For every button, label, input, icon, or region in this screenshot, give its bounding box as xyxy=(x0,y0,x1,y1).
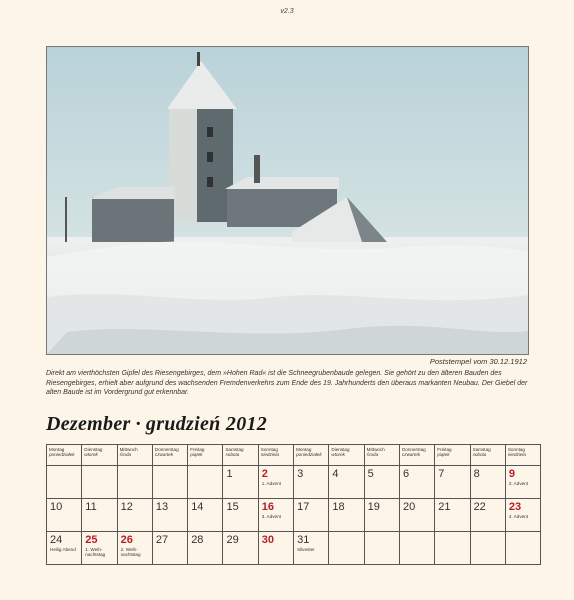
day-note xyxy=(294,480,328,481)
weekday-name-de: Freitag xyxy=(437,447,452,452)
weekday-name-de: Montag xyxy=(296,447,312,452)
day-note xyxy=(435,513,469,514)
day-note xyxy=(435,480,469,481)
weekday-header-row xyxy=(47,445,541,466)
title-separator: · xyxy=(135,413,141,435)
historic-photo-schneegrubenbaude xyxy=(46,46,529,355)
weekday-header-cell xyxy=(117,445,152,466)
day-note: 1. Weih-nachtstag xyxy=(85,547,106,558)
day-number: 11 xyxy=(85,501,97,513)
day-cell xyxy=(435,499,470,532)
weekday-name-de: Donnerstag xyxy=(401,447,426,452)
month-title xyxy=(46,413,267,436)
weekday-name-de: Dienstag xyxy=(331,447,350,452)
day-cell xyxy=(188,499,223,532)
weekday-name-pl: wtorek xyxy=(84,452,98,458)
weekday-name-pl: piątek xyxy=(437,452,450,458)
weekday-name-de: Samstag xyxy=(225,447,244,452)
day-note xyxy=(47,513,81,514)
day-note: Silvester xyxy=(297,547,315,552)
weekday-name-pl: środa xyxy=(119,452,132,458)
weekday-name-pl: sobota xyxy=(472,452,487,458)
day-note xyxy=(153,513,187,514)
day-number: 19 xyxy=(367,501,380,513)
day-cell xyxy=(258,499,293,532)
weekday-name-de: Sonntag xyxy=(507,447,525,452)
day-note xyxy=(329,513,363,514)
day-cell xyxy=(329,532,364,565)
calendar-grid xyxy=(46,444,541,565)
day-note xyxy=(153,546,187,547)
day-note: 1. Advent xyxy=(261,481,281,486)
day-cell xyxy=(294,532,329,565)
weekday-name-de: Freitag xyxy=(190,447,205,452)
day-cell xyxy=(470,532,505,565)
day-cell xyxy=(47,532,82,565)
day-note: 2. Weih-nachtstag xyxy=(120,547,141,558)
day-cell xyxy=(223,532,258,565)
page-number: v2.3 xyxy=(280,8,294,15)
day-number: 21 xyxy=(438,501,451,513)
day-note: 3. Advent xyxy=(261,514,281,519)
day-number: 3 xyxy=(297,468,304,480)
day-note xyxy=(400,534,434,535)
day-cell xyxy=(152,466,187,499)
day-cell xyxy=(117,532,152,565)
day-note xyxy=(82,468,116,469)
day-cell xyxy=(82,532,117,565)
day-number: 18 xyxy=(332,501,345,513)
photo-illustration xyxy=(47,47,528,354)
holiday-day-number: 23 xyxy=(508,501,522,513)
weekday-header-cell xyxy=(470,445,505,466)
day-cell xyxy=(329,466,364,499)
day-cell xyxy=(82,499,117,532)
weekday-header-cell xyxy=(47,445,82,466)
day-number: 17 xyxy=(297,501,310,513)
day-cell xyxy=(223,499,258,532)
day-cell xyxy=(258,532,293,565)
weekday-name-pl: środa xyxy=(366,452,379,458)
weekday-header-cell xyxy=(223,445,258,466)
month-name-de: Dezember xyxy=(46,413,131,435)
day-cell xyxy=(435,532,470,565)
day-note: 2. Advent xyxy=(508,481,529,486)
day-note xyxy=(47,468,81,469)
weekday-name-pl: sobota xyxy=(225,452,240,458)
day-cell xyxy=(294,499,329,532)
day-note xyxy=(259,546,293,547)
day-note xyxy=(471,480,505,481)
day-cell xyxy=(188,466,223,499)
day-note xyxy=(435,534,469,535)
day-note xyxy=(365,513,399,514)
holiday-day-number: 16 xyxy=(261,501,275,513)
weekday-header-cell xyxy=(329,445,364,466)
day-note xyxy=(506,534,540,535)
day-number: 5 xyxy=(367,468,374,480)
day-number: 24 xyxy=(50,534,63,546)
weekday-header-cell xyxy=(294,445,329,466)
weekday-name-pl: wtorek xyxy=(331,452,345,458)
day-number: 27 xyxy=(155,534,169,546)
day-cell xyxy=(47,499,82,532)
day-note xyxy=(118,468,152,469)
day-note xyxy=(329,480,363,481)
day-cell xyxy=(152,532,187,565)
day-cell xyxy=(399,466,434,499)
day-note xyxy=(400,513,434,514)
month-name-pl: grudzień xyxy=(145,413,221,435)
holiday-day-number: 30 xyxy=(261,534,275,546)
weekday-name-de: Sonntag xyxy=(260,447,278,452)
day-note xyxy=(329,534,363,535)
weekday-name-de: Mittwoch xyxy=(366,447,385,452)
weekday-header-cell xyxy=(399,445,434,466)
day-cell xyxy=(470,499,505,532)
holiday-day-number: 9 xyxy=(508,468,515,480)
day-number: 7 xyxy=(438,468,445,480)
day-number: 31 xyxy=(297,534,310,546)
weekday-name-de: Dienstag xyxy=(84,447,103,452)
day-cell xyxy=(329,499,364,532)
day-number: 29 xyxy=(226,534,239,546)
weekday-header-cell xyxy=(258,445,293,466)
day-note xyxy=(365,534,399,535)
day-number: 8 xyxy=(473,468,480,480)
weekday-header-cell xyxy=(505,445,540,466)
day-cell xyxy=(364,532,399,565)
year: 2012 xyxy=(225,413,268,435)
day-cell xyxy=(117,499,152,532)
day-note: 4. Advent xyxy=(508,514,529,519)
weekday-name-pl: czwartek xyxy=(401,452,421,458)
day-note xyxy=(223,546,257,547)
day-number: 22 xyxy=(473,501,486,513)
weekday-header-cell xyxy=(364,445,399,466)
day-number: 6 xyxy=(402,468,410,480)
day-number: 13 xyxy=(155,501,169,513)
weekday-name-de: Montag xyxy=(49,447,65,452)
day-number: 28 xyxy=(191,534,204,546)
day-number: 1 xyxy=(226,468,233,480)
weekday-header-cell xyxy=(188,445,223,466)
week-row xyxy=(47,532,541,565)
day-note xyxy=(153,468,187,469)
weekday-name-pl: czwartek xyxy=(154,452,174,458)
day-note xyxy=(118,513,152,514)
day-cell xyxy=(399,532,434,565)
holiday-day-number: 26 xyxy=(120,534,133,546)
day-cell xyxy=(505,499,540,532)
day-note xyxy=(223,513,257,514)
weekday-name-pl: niedziela xyxy=(260,452,279,458)
week-row xyxy=(47,499,541,532)
day-cell xyxy=(294,466,329,499)
day-number: 20 xyxy=(402,501,416,513)
weekday-name-pl: poniedziałek xyxy=(296,452,322,458)
day-cell xyxy=(47,466,82,499)
day-number: 12 xyxy=(120,501,133,513)
day-number: 10 xyxy=(50,501,63,513)
day-note xyxy=(223,480,257,481)
day-number: 4 xyxy=(332,468,339,480)
day-cell xyxy=(470,466,505,499)
day-cell xyxy=(82,466,117,499)
day-cell xyxy=(364,499,399,532)
day-cell xyxy=(435,466,470,499)
day-note xyxy=(471,534,505,535)
weekday-header-cell xyxy=(435,445,470,466)
weekday-name-pl: niedziela xyxy=(507,452,526,458)
day-number: 15 xyxy=(226,501,239,513)
day-cell xyxy=(505,532,540,565)
day-cell xyxy=(223,466,258,499)
weekday-header-cell xyxy=(152,445,187,466)
day-note xyxy=(294,513,328,514)
weekday-header-cell xyxy=(82,445,117,466)
week-row xyxy=(47,466,541,499)
day-cell xyxy=(188,532,223,565)
day-cell xyxy=(399,499,434,532)
day-cell xyxy=(364,466,399,499)
photo-postmark-caption: Poststempel vom 30.12.1912 xyxy=(429,357,527,366)
day-cell xyxy=(117,466,152,499)
day-note xyxy=(188,468,222,469)
day-note xyxy=(365,480,399,481)
weekday-name-de: Samstag xyxy=(472,447,491,452)
day-note: Heilig Abend xyxy=(50,547,76,552)
day-cell xyxy=(152,499,187,532)
day-cell xyxy=(505,466,540,499)
holiday-day-number: 25 xyxy=(85,534,98,546)
day-cell xyxy=(258,466,293,499)
day-note xyxy=(188,546,222,547)
photo-description: Direkt am vierthöchsten Gipfel des Riesengebirges, dem »Hohen Rad« ist die Schneegrubenbaude gelegen. Sie gehört zu den älteren Bauden des Riesengebirges, erhielt aber aufgrund des wachsenden Fremdenverkehrs zum Ende des 19. Jahrhunderts den überaus markanten Neubau. Der Giebel der alten Baude ist im Vordergrund gut erkennbar. xyxy=(46,370,528,397)
weekday-name-pl: piątek xyxy=(190,452,203,458)
weekday-name-de: Mittwoch xyxy=(119,447,138,452)
day-number: 14 xyxy=(191,501,204,513)
weekday-name-de: Donnerstag xyxy=(154,447,179,452)
day-note xyxy=(82,513,116,514)
holiday-day-number: 2 xyxy=(261,468,268,480)
day-note xyxy=(400,480,434,481)
day-note xyxy=(471,513,505,514)
day-note xyxy=(188,513,222,514)
weekday-name-pl: poniedziałek xyxy=(49,452,75,458)
